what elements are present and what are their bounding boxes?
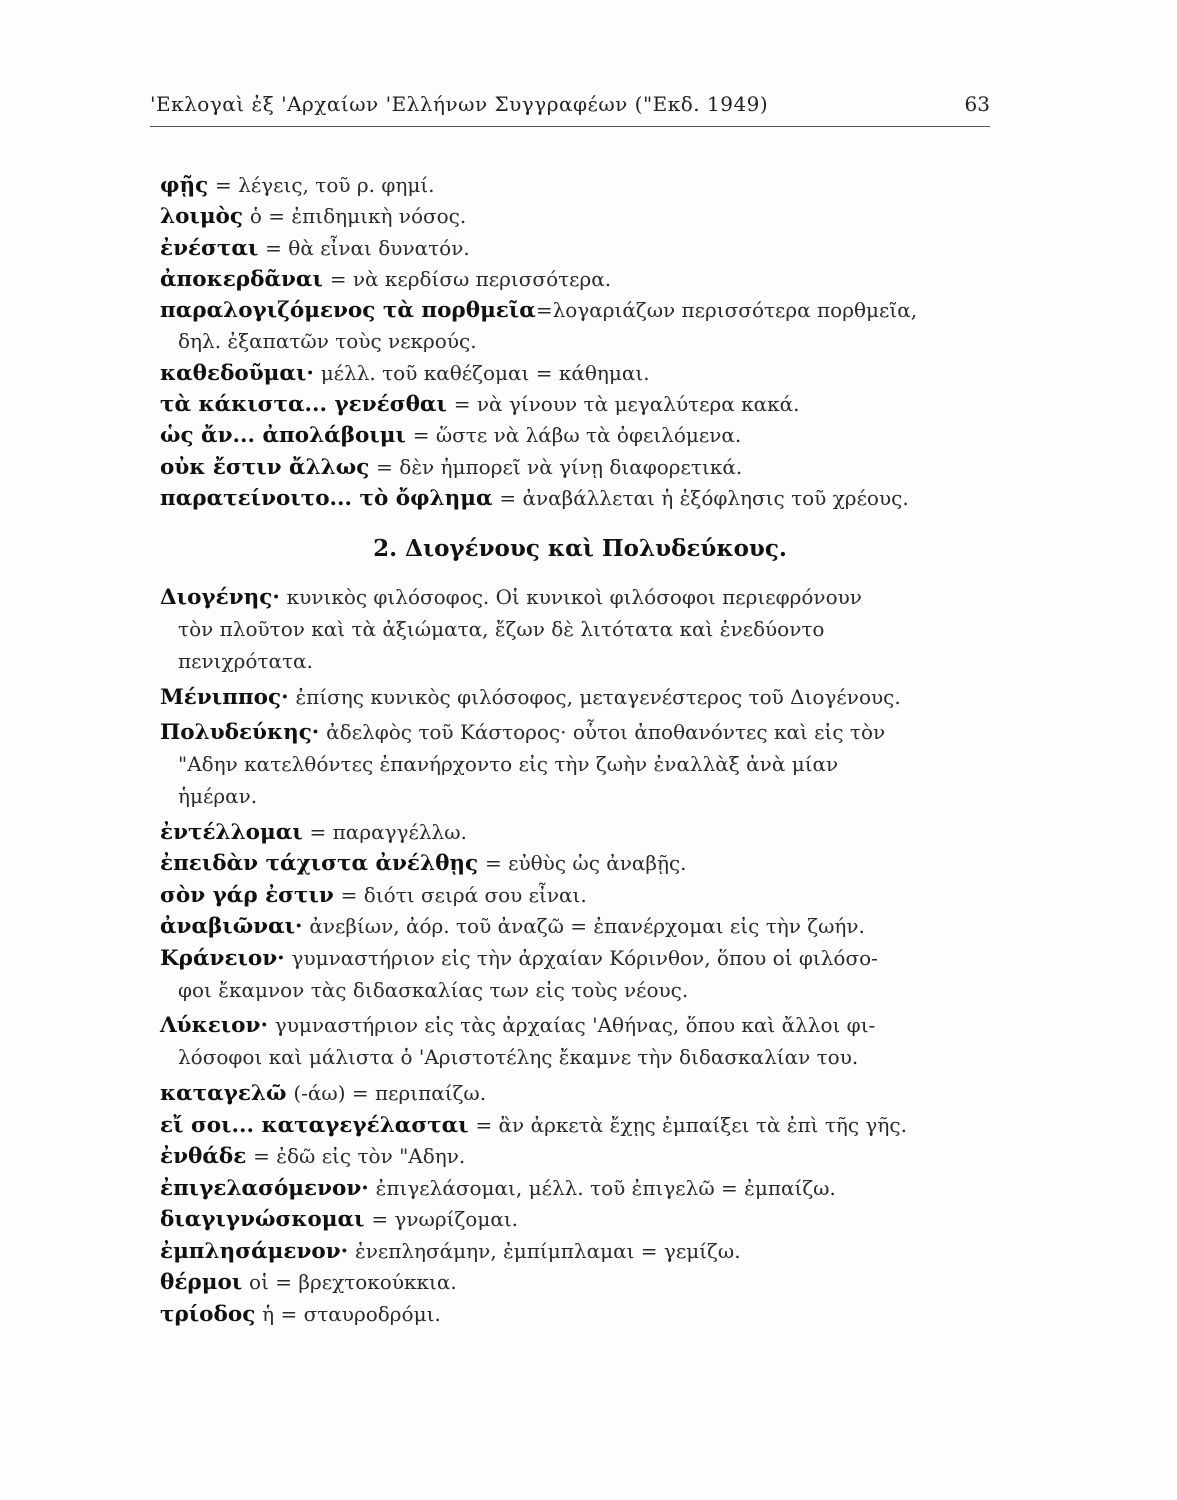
glossary-end: [160, 1078, 1000, 1330]
gloss-entry: [160, 1078, 1000, 1110]
gloss-def: (-άω) = περιπαίζω.: [293, 1081, 487, 1106]
gloss-def: = παραγγέλλω.: [309, 819, 467, 844]
paragraph-text: φοι ἔκαμνον τὰς διδασκαλίας των εἰς τοὺς νέους.: [178, 977, 689, 1002]
gloss-entry: [160, 1173, 1000, 1205]
gloss-term: ἐπειδὰν τάχιστα ἀνέλθῃς: [160, 851, 479, 877]
gloss-term: καταγελῶ: [160, 1081, 287, 1107]
paragraph-line: [160, 1010, 1000, 1042]
paragraph-line: [160, 1042, 1000, 1074]
gloss-def: ἀνεβίων, ἀόρ. τοῦ ἀναζῶ = ἐπανέρχομαι εἰς τὴν ζωήν.: [309, 914, 865, 939]
gloss-term: ὡς ἄν... ἀπολάβοιμι: [160, 423, 406, 449]
gloss-def: οἱ = βρεχτοκούκκια.: [249, 1270, 457, 1295]
paragraph-entry: [160, 1010, 1000, 1074]
paragraph-line: [160, 781, 1000, 813]
paragraph-text: ἐπίσης κυνικὸς φιλόσοφος, μεταγενέστερος τοῦ Διογένους.: [295, 684, 901, 709]
gloss-def: = γνωρίζομαι.: [371, 1207, 519, 1232]
gloss-entry: [160, 1141, 1000, 1173]
paragraph-term: Λύκειον·: [160, 1013, 268, 1039]
paragraph-line: [160, 749, 1000, 781]
paragraph-entry: [160, 943, 1000, 1007]
paragraph-text: τὸν πλοῦτον καὶ τὰ ἀξιώματα, ἔζων δὲ λιτότατα καὶ ἐνεδύοντο: [178, 617, 825, 642]
gloss-entry: [160, 420, 1000, 451]
paragraph-term: Διογένης·: [160, 585, 280, 611]
gloss-def: = ἀναβάλλεται ἡ ἐξόφλησις τοῦ χρέους.: [499, 485, 909, 510]
paragraph-line: [160, 943, 1000, 975]
gloss-entry: [160, 201, 1000, 232]
gloss-term: ἀναβιῶναι·: [160, 914, 303, 940]
gloss-def: = λέγεις, τοῦ ρ. φημί.: [215, 173, 435, 197]
gloss-entry: [160, 170, 1000, 201]
gloss-def: = διότι σειρά σου εἶναι.: [340, 882, 587, 907]
gloss-def: = νὰ κερδίσω περισσότερα.: [329, 266, 612, 291]
paragraph-entry: [160, 582, 1000, 677]
paragraph-text: "Αδην κατελθόντες ἐπανήρχοντο εἰς τὴν ζωὴν ἐναλλὰξ ἀνὰ μίαν: [178, 752, 839, 777]
gloss-def: =λογαριάζων περισσότερα πορθμεῖα,: [535, 298, 918, 323]
gloss-def: = δὲν ἠμπορεῖ νὰ γίνῃ διαφορετικά.: [376, 454, 743, 479]
gloss-term: τὰ κάκιστα... γενέσθαι: [160, 392, 447, 418]
gloss-term: παραλογιζόμενος τὰ πορθμεῖα: [160, 298, 536, 324]
gloss-def: = ὥστε νὰ λάβω τὰ ὀφειλόμενα.: [412, 423, 742, 448]
gloss-entry: [160, 295, 1000, 326]
gloss-def: ἐνεπλησάμην, ἐμπίμπλαμαι = γεμίζω.: [354, 1238, 741, 1263]
gloss-entry: [160, 233, 1000, 264]
gloss-entry: [160, 848, 1000, 880]
gloss-term: καθεδοῦμαι·: [160, 360, 314, 386]
gloss-def: ὁ = ἐπιδημικὴ νόσος.: [249, 204, 467, 229]
gloss-term: λοιμὸς: [160, 204, 243, 230]
page-number: 63: [964, 92, 990, 116]
gloss-entry: [160, 358, 1000, 389]
paragraph-text: λόσοφοι καὶ μάλιστα ὁ 'Αριστοτέλης ἔκαμνε τὴν διδασκαλίαν του.: [178, 1045, 859, 1070]
gloss-entry-continuation: [160, 326, 1000, 357]
paragraph-text: γυμναστήριον εἰς τὴν ἀρχαίαν Κόρινθον, ὅπου οἱ φιλόσο-: [291, 945, 878, 970]
section-heading: 2. Διογένους καὶ Πολυδεύκους.: [373, 535, 787, 563]
paragraph-line: [160, 717, 1000, 749]
paragraph-line: [160, 646, 1000, 678]
gloss-term: ἐνέσται: [160, 235, 259, 261]
gloss-def: = θὰ εἶναι δυνατόν.: [265, 235, 470, 260]
paragraph-line: [160, 682, 1000, 714]
gloss-term: ἐπιγελασόμενον·: [160, 1175, 369, 1201]
gloss-entry: [160, 1299, 1000, 1331]
paragraph-line: [160, 582, 1000, 614]
glossary-bottom: [160, 817, 1000, 943]
paragraph-term: Κράνειον·: [160, 945, 285, 971]
gloss-term: ἐνθάδε: [160, 1144, 247, 1170]
gloss-entry: [160, 483, 1000, 514]
page-body: [160, 170, 1000, 1330]
running-head: [150, 92, 990, 127]
gloss-def: μέλλ. τοῦ καθέζομαι = κάθημαι.: [320, 360, 650, 385]
gloss-term: φῇς: [160, 173, 209, 198]
gloss-def: ἡ = σταυροδρόμι.: [262, 1301, 441, 1326]
glossary-top: [160, 170, 1000, 514]
gloss-def: δηλ. ἐξαπατῶν τοὺς νεκρούς.: [178, 329, 477, 354]
paragraph-entry: [160, 717, 1000, 812]
gloss-entry: [160, 389, 1000, 420]
gloss-entry: [160, 264, 1000, 295]
gloss-term: σὸν γάρ ἐστιν: [160, 882, 334, 908]
paragraph-line: [160, 614, 1000, 646]
paragraph-entry: [160, 682, 1000, 714]
gloss-term: διαγιγνώσκομαι: [160, 1207, 365, 1233]
paragraph-term: Μένιππος·: [160, 684, 289, 710]
gloss-term: ἐμπλησάμενον·: [160, 1238, 349, 1264]
gloss-def: = ἐδῶ εἰς τὸν "Αδην.: [253, 1144, 466, 1169]
gloss-term: οὐκ ἔστιν ἄλλως: [160, 454, 370, 480]
paragraph-text: πενιχρότατα.: [178, 648, 313, 673]
gloss-term: ἀποκερδᾶναι: [160, 266, 323, 292]
paragraph-text: ἀδελφὸς τοῦ Κάστορος· οὗτοι ἀποθανόντες καὶ εἰς τὸν: [326, 720, 886, 745]
running-title: 'Εκλογαὶ ἐξ 'Αρχαίων 'Ελλήνων Συγγραφέων ("Εκδ. 1949): [150, 92, 769, 116]
paragraph-line: [160, 975, 1000, 1007]
gloss-def: = νὰ γίνουν τὰ μεγαλύτερα κακά.: [453, 392, 800, 417]
gloss-term: θέρμοι: [160, 1270, 243, 1296]
gloss-def: = εὐθὺς ὡς ἀναβῇς.: [485, 851, 687, 876]
gloss-entry: [160, 1236, 1000, 1268]
paragraph-text: ἡμέραν.: [178, 784, 258, 809]
gloss-entry: [160, 817, 1000, 849]
paragraph-text: γυμναστήριον εἰς τὰς ἀρχαίας 'Αθήνας, ὅπου καὶ ἄλλοι φι-: [274, 1013, 876, 1038]
gloss-def: ἐπιγελάσομαι, μέλλ. τοῦ ἐπιγελῶ = ἐμπαίζω.: [375, 1175, 836, 1200]
gloss-entry: [160, 911, 1000, 943]
paragraph-term: Πολυδεύκης·: [160, 720, 320, 746]
gloss-entry: [160, 1267, 1000, 1299]
gloss-term: τρίοδος: [160, 1301, 256, 1327]
gloss-term: παρατείνοιτο... τὸ ὄφλημα: [160, 485, 493, 511]
gloss-def: = ἂν ἀρκετὰ ἔχῃς ἐμπαίξει τὰ ἐπὶ τῆς γῆς.: [475, 1112, 907, 1137]
paragraph-text: κυνικὸς φιλόσοφος. Οἱ κυνικοὶ φιλόσοφοι περιεφρόνουν: [286, 585, 862, 610]
gloss-term: ἐντέλλομαι: [160, 819, 303, 845]
gloss-entry: [160, 1110, 1000, 1142]
gloss-entry: [160, 452, 1000, 483]
gloss-entry: [160, 880, 1000, 912]
gloss-term: εἴ σοι... καταγεγέλασται: [160, 1112, 469, 1138]
gloss-entry: [160, 1204, 1000, 1236]
